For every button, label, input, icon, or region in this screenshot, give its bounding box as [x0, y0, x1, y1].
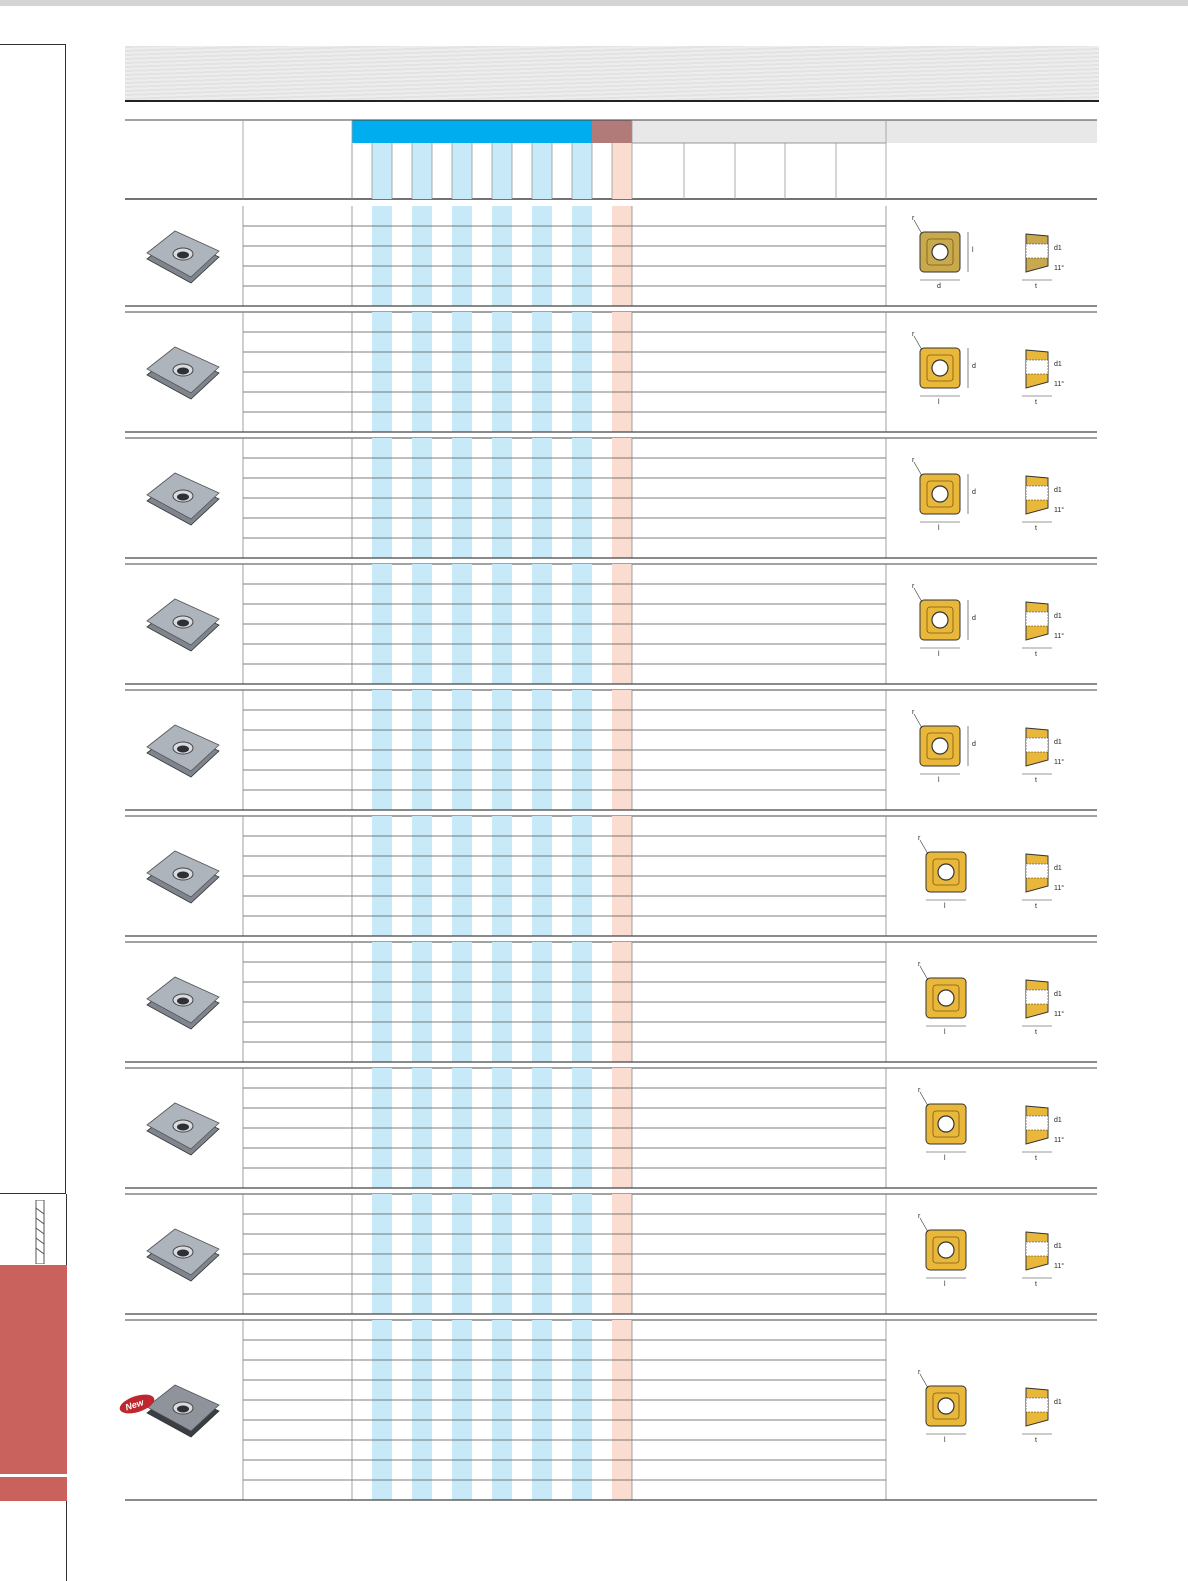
leader-line [920, 1218, 928, 1232]
insert-drawing [918, 1087, 1064, 1162]
dim-label-r: r [912, 215, 915, 222]
leader-line [914, 336, 922, 350]
grade-column-cell [532, 1320, 552, 1500]
dim-label-l: l [944, 1029, 946, 1036]
insert-top-hole [938, 864, 954, 880]
header-grade-cell [572, 143, 592, 199]
grade-column-cell [452, 1320, 472, 1500]
dim-label-d: d [972, 615, 976, 622]
insert-top-hole [932, 244, 948, 260]
insert-hole-inner [177, 746, 189, 753]
dim-label-r: r [918, 835, 921, 842]
grade-column-cell [492, 206, 512, 306]
header-grade-cell [452, 143, 472, 199]
header-grade-cell [412, 143, 432, 199]
dim-label-t: t [1035, 903, 1037, 910]
insert-side-hole [1026, 1116, 1048, 1130]
insert-side-hole [1026, 612, 1048, 626]
leader-line [914, 462, 922, 476]
insert-drawing [918, 835, 1064, 910]
insert-hole-inner [177, 620, 189, 627]
insert-side-hole [1026, 1242, 1048, 1256]
insert-drawing [912, 709, 1064, 784]
insert-drawing [912, 331, 1064, 406]
grade-column-cell [412, 1320, 432, 1500]
dim-label-d1: d1 [1054, 991, 1062, 998]
dim-label-d1: d1 [1054, 361, 1062, 368]
insert-side-hole [1026, 486, 1048, 500]
header-blue-band [352, 120, 592, 143]
dim-label-d1: d1 [1054, 865, 1062, 872]
insert-photo [147, 1229, 219, 1281]
dim-label-d1: d1 [1054, 1243, 1062, 1250]
dim-label-t: t [1035, 283, 1037, 290]
dim-label-l: l [938, 399, 940, 406]
insert-top-hole [932, 738, 948, 754]
insert-photo [147, 473, 219, 525]
dim-label-angle: 11° [1054, 507, 1065, 514]
dim-label-d1: d1 [1054, 487, 1062, 494]
grade-column-cell [612, 206, 632, 306]
dim-label-l: l [972, 247, 974, 254]
insert-drawing [918, 1369, 1062, 1444]
insert-photo [147, 231, 219, 283]
dim-label-r: r [918, 961, 921, 968]
dim-label-d1: d1 [1054, 245, 1062, 252]
insert-side-hole [1026, 1398, 1048, 1412]
dim-label-l: l [944, 1155, 946, 1162]
insert-hole-inner [177, 872, 189, 879]
insert-hole-inner [177, 252, 189, 259]
grade-column-cell [572, 1320, 592, 1500]
insert-drawing [918, 1213, 1064, 1288]
insert-top-hole [938, 1242, 954, 1258]
header-grade-cell [612, 143, 632, 199]
insert-photo [147, 599, 219, 651]
header-brown-band [592, 120, 632, 143]
insert-hole-inner [177, 368, 189, 375]
dim-label-r: r [912, 583, 915, 590]
insert-hole-inner [177, 1124, 189, 1131]
dim-label-t: t [1035, 777, 1037, 784]
dim-label-angle: 11° [1054, 1011, 1065, 1018]
leader-line [914, 220, 922, 234]
insert-hole-inner [177, 494, 189, 501]
dim-label-t: t [1035, 1281, 1037, 1288]
table-header [125, 120, 1097, 199]
insert-drawing [912, 215, 1064, 290]
dim-label-r: r [918, 1213, 921, 1220]
insert-top-hole [932, 360, 948, 376]
dim-label-angle: 11° [1054, 381, 1065, 388]
leader-line [920, 840, 928, 854]
dim-label-r: r [912, 457, 915, 464]
grade-column-cell [492, 1320, 512, 1500]
insert-top-hole [938, 990, 954, 1006]
header-gray-band [632, 120, 886, 143]
dim-label-d1: d1 [1054, 739, 1062, 746]
dim-label-l: l [944, 1281, 946, 1288]
grade-column-cell [372, 206, 392, 306]
dim-label-angle: 11° [1054, 885, 1065, 892]
leader-line [914, 714, 922, 728]
insert-hole-inner [177, 1250, 189, 1257]
grade-column-cell [532, 206, 552, 306]
dim-label-t: t [1035, 525, 1037, 532]
dim-label-l: l [938, 651, 940, 658]
dim-label-angle: 11° [1054, 1137, 1065, 1144]
dim-label-r: r [918, 1369, 921, 1376]
insert-top-hole [938, 1398, 954, 1414]
insert-side-hole [1026, 864, 1048, 878]
dim-label-d: d [972, 741, 976, 748]
dim-label-t: t [1035, 651, 1037, 658]
insert-photo [147, 347, 219, 399]
insert-drawing [918, 961, 1064, 1036]
dim-label-angle: 11° [1054, 265, 1065, 272]
insert-photo [147, 1385, 219, 1437]
dim-label-angle: 11° [1054, 1263, 1065, 1270]
dim-label-r: r [912, 331, 915, 338]
dim-label-r: r [912, 709, 915, 716]
insert-drawing [912, 583, 1064, 658]
dim-label-t: t [1035, 1155, 1037, 1162]
insert-side-hole [1026, 738, 1048, 752]
insert-top-hole [932, 612, 948, 628]
header-grade-cell [372, 143, 392, 199]
leader-line [920, 1374, 928, 1388]
header-grade-cell [492, 143, 512, 199]
leader-line [914, 588, 922, 602]
insert-top-hole [932, 486, 948, 502]
grade-column-cell [412, 206, 432, 306]
dim-label-l: l [938, 525, 940, 532]
dim-label-d1: d1 [1054, 613, 1062, 620]
insert-side-hole [1026, 244, 1048, 258]
insert-photo [147, 977, 219, 1029]
dim-label-l: l [944, 903, 946, 910]
new-badge-text: New [124, 1397, 145, 1413]
dim-label-d: d [972, 363, 976, 370]
dim-label-l: l [944, 1437, 946, 1444]
dim-label-l: l [938, 777, 940, 784]
insert-hole-inner [177, 998, 189, 1005]
grade-column-cell [452, 206, 472, 306]
dim-label-t: t [1035, 1437, 1037, 1444]
leader-line [920, 966, 928, 980]
header-gray-band-right [886, 120, 1097, 143]
insert-side-hole [1026, 360, 1048, 374]
dim-label-d1: d1 [1054, 1117, 1062, 1124]
insert-photo [147, 851, 219, 903]
dim-label-angle: 11° [1054, 633, 1065, 640]
header-grade-cell [532, 143, 552, 199]
insert-photo [147, 1103, 219, 1155]
dim-label-d: d [937, 283, 941, 290]
dim-label-t: t [1035, 399, 1037, 406]
dim-label-d1: d1 [1054, 1399, 1062, 1406]
leader-line [920, 1092, 928, 1106]
insert-hole-inner [177, 1406, 189, 1413]
dim-label-d: d [972, 489, 976, 496]
insert-drawing [912, 457, 1064, 532]
grade-column-cell [612, 1320, 632, 1500]
dim-label-t: t [1035, 1029, 1037, 1036]
grade-column-cell [372, 1320, 392, 1500]
dim-label-r: r [918, 1087, 921, 1094]
grade-column-cell [572, 206, 592, 306]
insert-side-hole [1026, 990, 1048, 1004]
insert-photo [147, 725, 219, 777]
insert-top-hole [938, 1116, 954, 1132]
dim-label-angle: 11° [1054, 759, 1065, 766]
